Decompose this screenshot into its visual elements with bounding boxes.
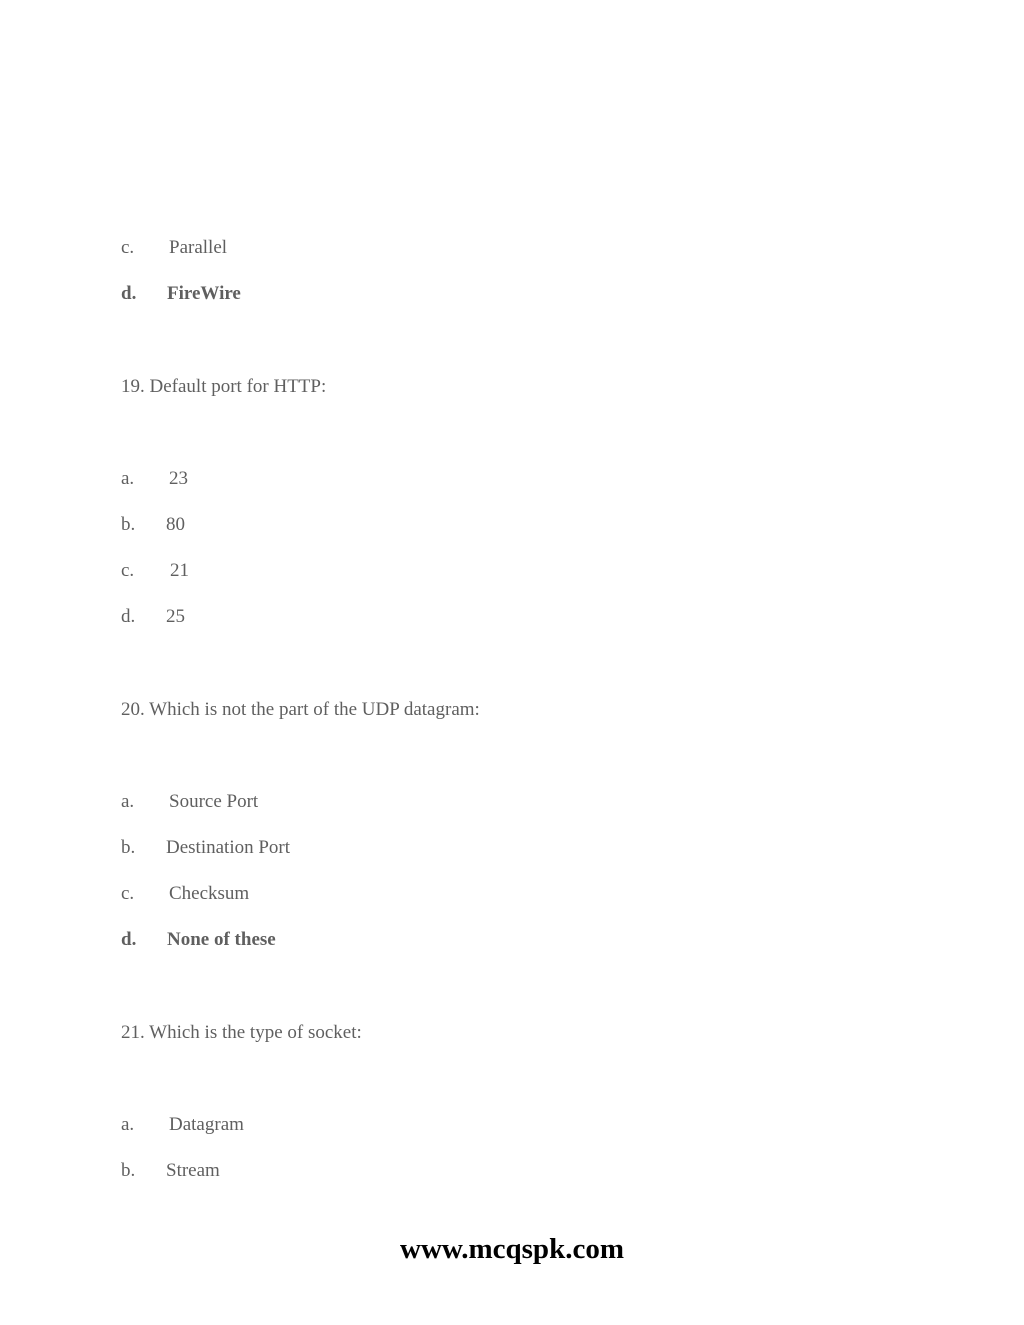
option-text: Checksum bbox=[169, 883, 250, 904]
q20-option-d-answer bbox=[121, 928, 276, 952]
q20-option-c bbox=[121, 882, 249, 906]
option-marker: c. bbox=[121, 560, 135, 581]
option-text: Datagram bbox=[169, 1114, 244, 1135]
q19-option-c bbox=[121, 559, 189, 583]
option-text: Parallel bbox=[169, 237, 228, 258]
option-marker: b. bbox=[121, 837, 136, 858]
footer-site-url: www.mcqspk.com bbox=[400, 1233, 624, 1265]
option-text: 25 bbox=[166, 606, 185, 627]
option-marker: b. bbox=[121, 1160, 136, 1181]
option-marker: c. bbox=[121, 237, 135, 258]
q18-option-d-answer bbox=[121, 282, 241, 306]
option-text: 80 bbox=[166, 514, 185, 535]
option-text: 23 bbox=[169, 468, 188, 489]
q21-question: 21. Which is the type of socket: bbox=[121, 1022, 362, 1043]
q18-option-c bbox=[121, 236, 227, 260]
q19-option-a bbox=[121, 467, 188, 491]
option-marker: c. bbox=[121, 883, 135, 904]
option-text: Destination Port bbox=[166, 837, 291, 858]
option-text: None of these bbox=[167, 929, 276, 950]
q21-option-b bbox=[121, 1159, 220, 1183]
option-marker: a. bbox=[121, 468, 135, 489]
q20-option-a bbox=[121, 790, 258, 814]
option-marker: d. bbox=[121, 606, 136, 627]
q20-option-b bbox=[121, 836, 290, 860]
option-text: Source Port bbox=[169, 791, 259, 812]
q20-question: 20. Which is not the part of the UDP datagram: bbox=[121, 699, 480, 720]
q19-option-d bbox=[121, 605, 185, 629]
option-marker: d. bbox=[121, 929, 137, 950]
option-marker: b. bbox=[121, 514, 136, 535]
q19-question: 19. Default port for HTTP: bbox=[121, 376, 327, 397]
option-marker: d. bbox=[121, 283, 137, 304]
option-text: Stream bbox=[166, 1160, 220, 1181]
option-marker: a. bbox=[121, 791, 135, 812]
option-marker: a. bbox=[121, 1114, 135, 1135]
q21-option-a bbox=[121, 1113, 244, 1137]
option-text: FireWire bbox=[167, 283, 241, 304]
q19-option-b bbox=[121, 513, 185, 537]
option-text: 21 bbox=[170, 560, 189, 581]
